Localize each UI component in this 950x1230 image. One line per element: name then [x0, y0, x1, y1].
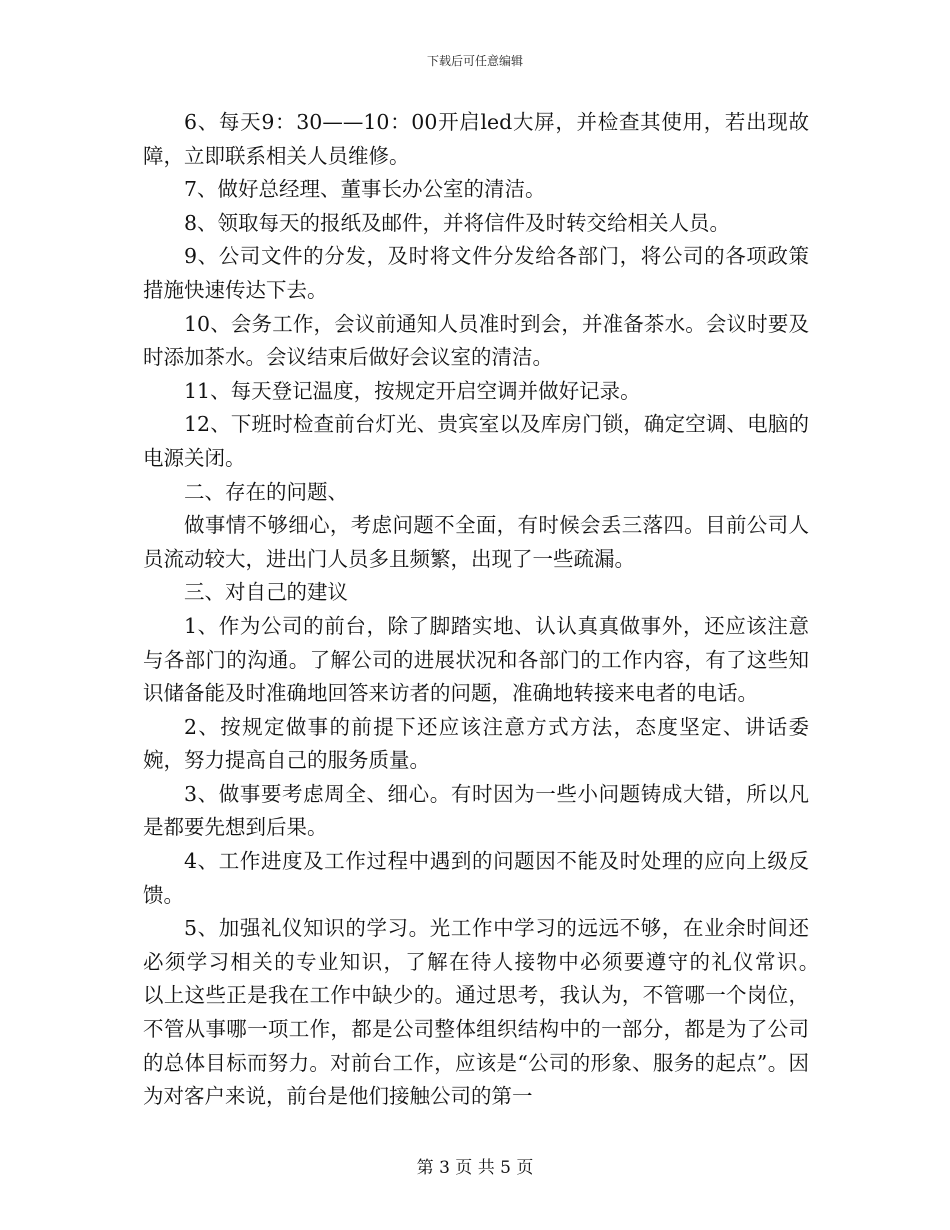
paragraph-item-7: 7、做好总经理、董事长办公室的清洁。 — [184, 177, 546, 202]
paragraph-suggestion-4: 4、工作进度及工作过程中遇到的问题因不能及时处理的应向上级反馈。 — [143, 849, 809, 907]
paragraph-suggestion-3: 3、做事要考虑周全、细心。有时因为一些小问题铸成大错，所以凡是都要先想到后果。 — [143, 781, 809, 840]
body-text — [143, 106, 871, 1114]
paragraph-suggestion-1: 1、作为公司的前台，除了脚踏实地、认认真真做事外，还应该注意与各部门的沟通。了解公司的进展状况和各部门的工作内容，有了这些知识储备能及时准确地回答来访者的问题，准确地转接来电者的电话。 — [143, 613, 809, 706]
page-header: 下载后可任意编辑 — [426, 54, 523, 68]
section-heading-problems: 二、存在的问题、 — [184, 479, 348, 504]
paragraph-suggestion-2: 2、按规定做事的前提下还应该注意方式方法，态度坚定、讲话委婉，努力提高自己的服务质量。 — [143, 714, 809, 773]
paragraph-problems: 做事情不够细心，考虑问题不全面，有时候会丢三落四。目前公司人员流动较大，进出门人员多且频繁，出现了一些疏漏。 — [143, 513, 809, 571]
paragraph-item-12: 12、下班时检查前台灯光、贵宾室以及库房门锁，确定空调、电脑的电源关闭。 — [143, 412, 809, 470]
paragraph-item-10: 10、会务工作，会议前通知人员准时到会，并准备茶水。会议时要及时添加茶水。会议结束后做好会议室的清洁。 — [143, 311, 809, 370]
paragraph-item-11: 11、每天登记温度，按规定开启空调并做好记录。 — [184, 378, 641, 403]
page-number-footer: 第 3 页 共 5 页 — [416, 1158, 534, 1178]
paragraph-item-6: 6、每天9：30——10：00开启led大屏，并检查其使用，若出现故障，立即联系相关人员维修。 — [143, 110, 809, 168]
paragraph-item-9: 9、公司文件的分发，及时将文件分发给各部门，将公司的各项政策措施快速传达下去。 — [143, 244, 809, 302]
section-heading-suggestions: 三、对自己的建议 — [184, 580, 348, 605]
paragraph-item-8: 8、领取每天的报纸及邮件，并将信件及时转交给相关人员。 — [184, 210, 731, 235]
paragraph-suggestion-5: 5、加强礼仪知识的学习。光工作中学习的远远不够，在业余时间还必须学习相关的专业知识，了解在待人接物中必须要遵守的礼仪常识。 以上这些正是我在工作中缺少的。通过思考，我认为，不管哪一个岗位，不管从事哪一项工作，都是公司整体组织结构中的一部分，都是为了公司的总体目标而努力。对前台工作，应该是“公司的形象、服务的起点”。因为对客户来说，前台是他们接触公司的第一 — [143, 916, 871, 1109]
